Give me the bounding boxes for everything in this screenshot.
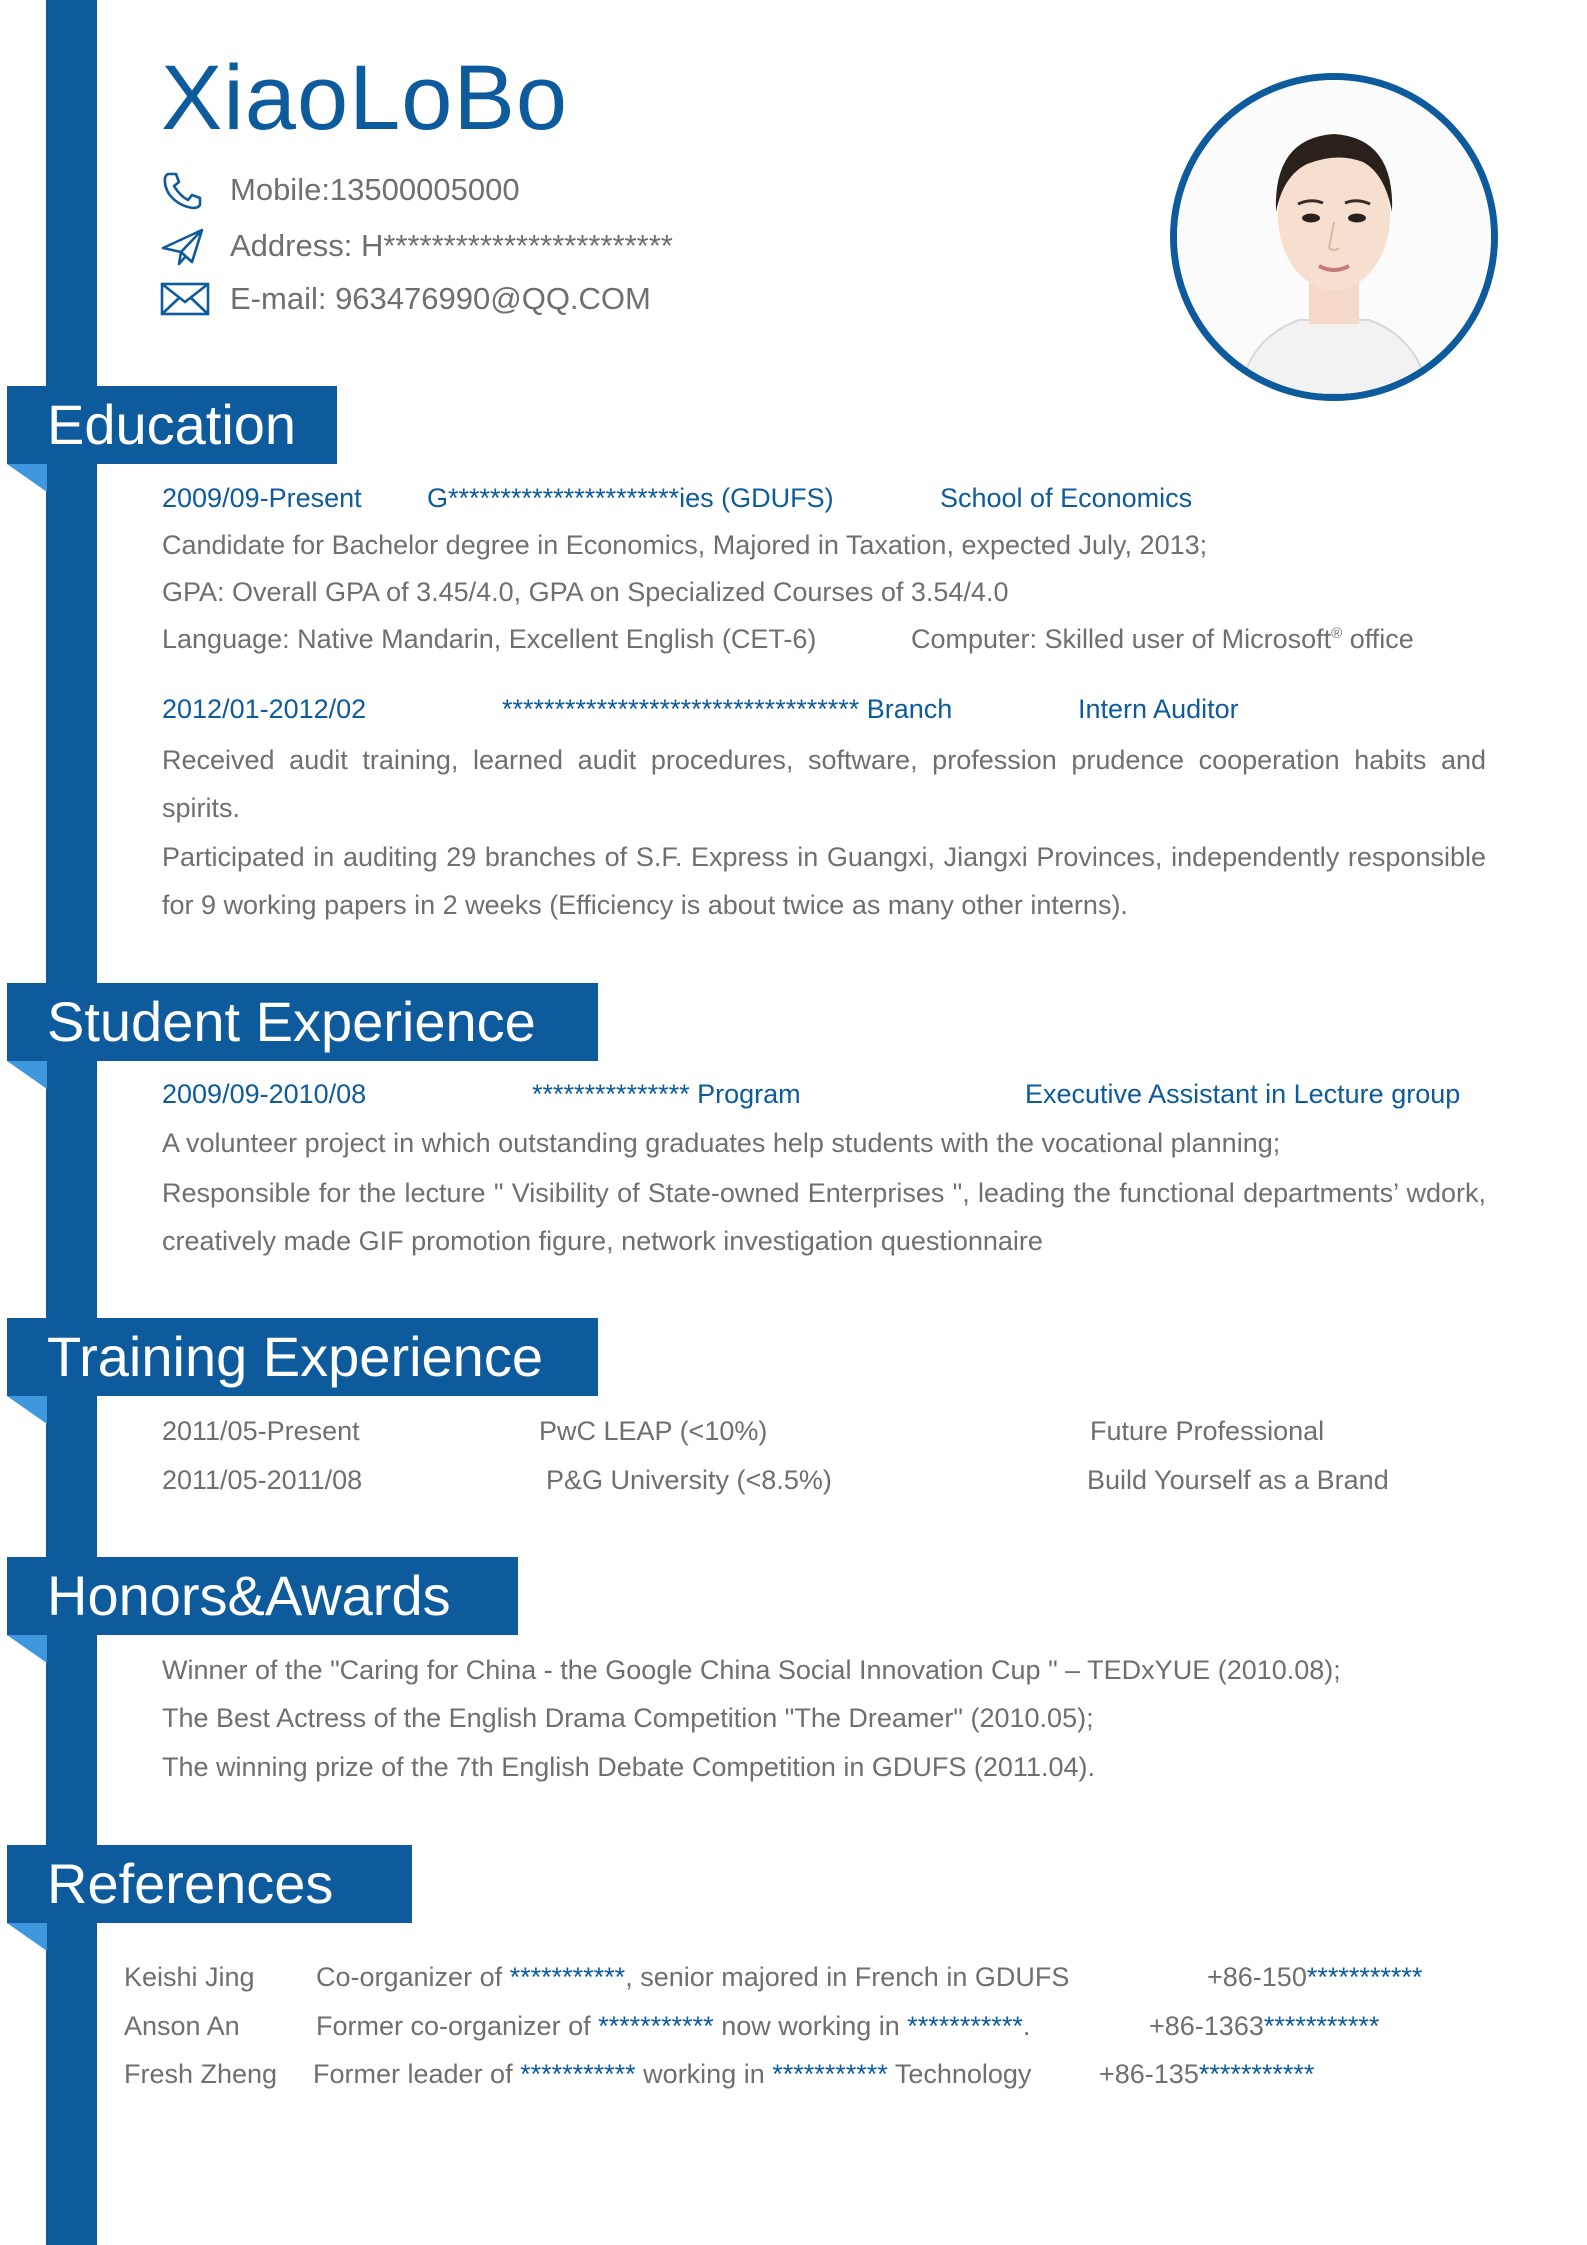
paper-plane-icon xyxy=(160,226,214,266)
candidate-name: XiaoLoBo xyxy=(161,47,568,149)
heading-fold xyxy=(7,1396,47,1424)
contact-mobile xyxy=(160,170,520,210)
training-program: PwC LEAP (<10%) xyxy=(539,1416,768,1446)
heading-fold xyxy=(7,464,47,492)
heading-fold xyxy=(7,1923,47,1951)
student-desc-1: A volunteer project in which outstanding graduates help students with the vocational planning; xyxy=(162,1128,1281,1158)
honor-item: The winning prize of the 7th English Debate Competition in GDUFS (2011.04). xyxy=(162,1752,1095,1782)
section-heading-education: Education xyxy=(7,386,337,464)
heading-fold xyxy=(7,1061,47,1089)
honor-item: The Best Actress of the English Drama Competition "The Dreamer" (2010.05); xyxy=(162,1703,1094,1733)
internship-desc-2: Participated in auditing 29 branches of S.F. Express in Guangxi, Jiangxi Provinces, independently responsible for 9 working papers in 2 weeks (Efficiency is about twice as many other interns). xyxy=(162,842,1486,920)
reference-phone: +86-1363*********** xyxy=(1149,2011,1380,2041)
internship-date: 2012/01-2012/02 xyxy=(162,694,367,724)
email-text: E-mail: 963476990@QQ.COM xyxy=(230,281,651,316)
envelope-icon xyxy=(160,282,214,316)
honor-item: Winner of the "Caring for China - the Google China Social Innovation Cup " – TEDxYUE (2010.08); xyxy=(162,1655,1341,1685)
contact-address xyxy=(160,226,673,266)
contact-email xyxy=(160,281,651,317)
training-program: P&G University (<8.5%) xyxy=(546,1465,832,1495)
student-desc-2: Responsible for the lecture " Visibility of State-owned Enterprises ", leading the functional departments’ wdork, creatively made GIF promotion figure, network investigation questionnaire xyxy=(162,1178,1486,1256)
training-desc: Build Yourself as a Brand xyxy=(1087,1465,1389,1495)
training-desc: Future Professional xyxy=(1090,1416,1325,1446)
education-language: Language: Native Mandarin, Excellent English (CET-6) xyxy=(162,624,817,654)
section-heading-student-experience: Student Experience xyxy=(7,983,598,1061)
profile-photo xyxy=(1170,73,1498,401)
mobile-text: Mobile:13500005000 xyxy=(230,172,520,207)
reference-phone: +86-150*********** xyxy=(1207,1962,1423,1992)
training-date: 2011/05-Present xyxy=(162,1416,360,1446)
reference-desc: Former leader of *********** working in *********** Technology xyxy=(313,2059,1032,2089)
section-heading-references: References xyxy=(7,1845,412,1923)
reference-phone: +86-135*********** xyxy=(1099,2059,1315,2089)
internship-desc-1: Received audit training, learned audit procedures, software, profession prudence cooperation habits and spirits. xyxy=(162,745,1486,823)
reference-name: Fresh Zheng xyxy=(124,2059,278,2089)
student-program: *************** Program xyxy=(532,1079,801,1109)
reference-desc: Co-organizer of ***********, senior majored in French in GDUFS xyxy=(316,1962,1070,1992)
education-gpa: GPA: Overall GPA of 3.45/4.0, GPA on Specialized Courses of 3.54/4.0 xyxy=(162,577,1009,607)
education-school: G**********************ies (GDUFS) xyxy=(427,483,834,513)
reference-desc: Former co-organizer of *********** now working in ***********. xyxy=(316,2011,1031,2041)
reference-name: Keishi Jing xyxy=(124,1962,255,1992)
reference-name: Anson An xyxy=(124,2011,240,2041)
section-heading-training: Training Experience xyxy=(7,1318,598,1396)
student-date: 2009/09-2010/08 xyxy=(162,1079,367,1109)
heading-fold xyxy=(7,1635,47,1663)
education-department: School of Economics xyxy=(940,483,1193,513)
phone-icon xyxy=(160,170,214,210)
address-text: Address: H************************ xyxy=(230,228,673,263)
training-date: 2011/05-2011/08 xyxy=(162,1465,363,1495)
education-date: 2009/09-Present xyxy=(162,483,362,513)
education-computer: Computer: Skilled user of Microsoft® office xyxy=(911,624,1414,654)
student-role: Executive Assistant in Lecture group xyxy=(1025,1079,1461,1109)
internship-org: ********************************** Branch xyxy=(502,694,953,724)
education-degree: Candidate for Bachelor degree in Economics, Majored in Taxation, expected July, 2013; xyxy=(162,530,1208,560)
internship-role: Intern Auditor xyxy=(1078,694,1239,724)
section-heading-honors: Honors&Awards xyxy=(7,1557,518,1635)
